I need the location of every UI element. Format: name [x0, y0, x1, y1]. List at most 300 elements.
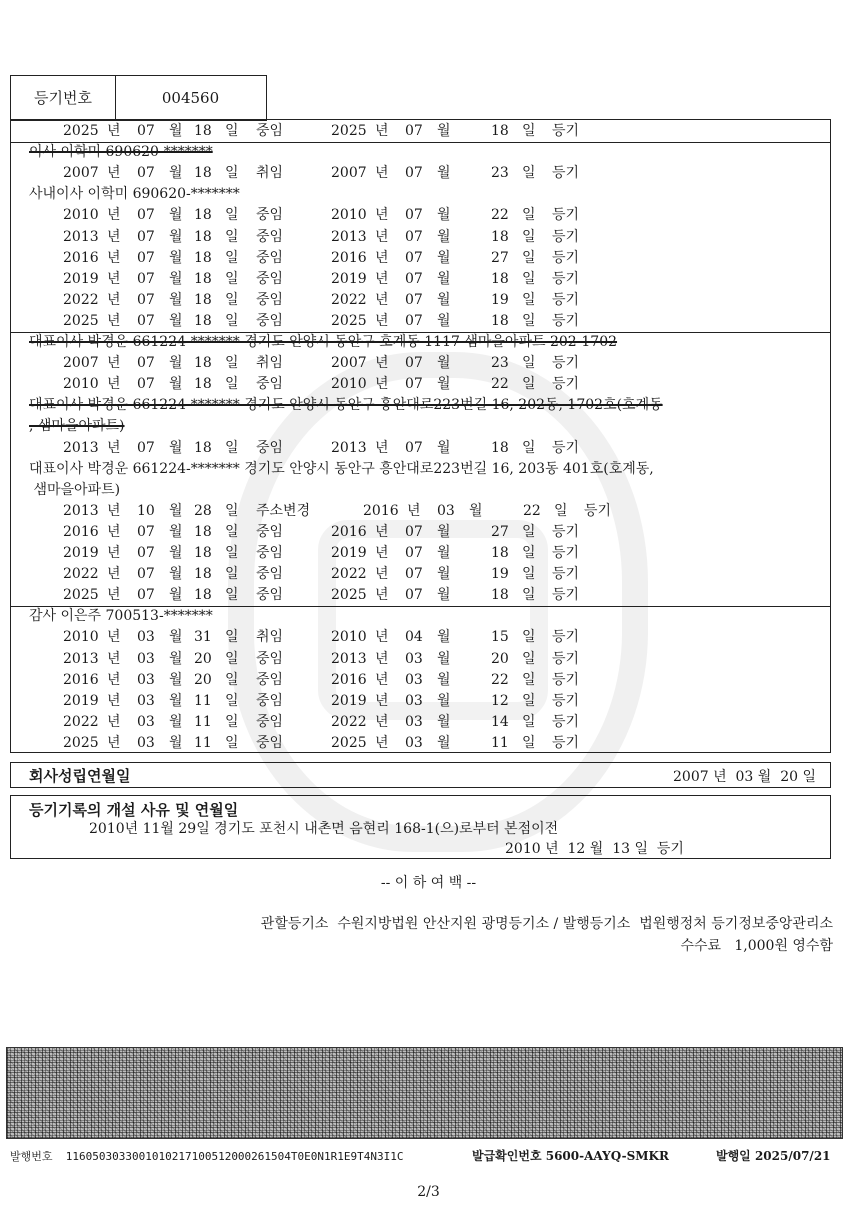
registered-month: 04 [405, 629, 423, 646]
event-day: 11 [194, 692, 212, 709]
event-year: 2016 [63, 249, 99, 266]
unit-day: 일 [225, 312, 239, 329]
registered-month: 03 [437, 502, 455, 519]
event-month: 07 [137, 523, 155, 540]
registered-day: 22 [491, 207, 509, 224]
event-year: 2019 [63, 545, 99, 561]
unit-month: 월 [469, 502, 483, 519]
officer-date-row [11, 522, 830, 543]
registered-label: 등기 [552, 523, 580, 540]
unit-year: 년 [107, 650, 121, 667]
registered-label: 등기 [552, 123, 580, 139]
officer-date-row [11, 248, 830, 269]
unit-month: 월 [169, 312, 183, 329]
event-month: 07 [137, 123, 155, 139]
unit-day: 일 [522, 713, 536, 730]
unit-day: 일 [225, 650, 239, 667]
officer-date-row [11, 501, 830, 522]
event-year: 2025 [63, 587, 99, 604]
registered-month: 07 [405, 566, 423, 583]
registered-month: 03 [405, 734, 423, 751]
unit-year: 년 [375, 629, 389, 646]
registered-month: 07 [405, 523, 423, 540]
registered-year: 2013 [331, 228, 367, 245]
unit-month: 월 [437, 355, 451, 372]
unit-month: 월 [437, 713, 451, 730]
officer-date-row [11, 353, 830, 374]
unit-day: 일 [522, 629, 536, 646]
event-type: 주소변경 [256, 502, 311, 519]
unit-month: 월 [169, 165, 183, 182]
registered-day: 12 [491, 692, 509, 709]
registered-label: 등기 [552, 713, 580, 730]
unit-day: 일 [522, 270, 536, 287]
unit-year: 년 [407, 502, 421, 519]
registered-month: 07 [405, 376, 423, 393]
registered-year: 2022 [331, 291, 367, 308]
officer-date-row [11, 543, 830, 564]
event-month: 07 [137, 376, 155, 393]
registered-year: 2007 [331, 165, 367, 182]
unit-day: 일 [522, 545, 536, 561]
unit-year: 년 [107, 312, 121, 329]
registered-year: 2013 [331, 650, 367, 667]
unit-year: 년 [107, 713, 121, 730]
event-day: 18 [194, 523, 212, 540]
registered-day: 22 [491, 376, 509, 393]
unit-month: 월 [169, 249, 183, 266]
unit-year: 년 [107, 692, 121, 709]
event-year: 2019 [63, 270, 99, 287]
registered-day: 20 [491, 650, 509, 667]
event-month: 03 [137, 671, 155, 688]
registered-label: 등기 [552, 587, 580, 604]
unit-month: 월 [169, 545, 183, 561]
registration-opening-box [10, 795, 831, 859]
unit-month: 월 [437, 270, 451, 287]
officer-date-row [11, 670, 830, 691]
unit-month: 월 [437, 545, 451, 561]
unit-day: 일 [522, 249, 536, 266]
event-type: 중임 [256, 650, 284, 667]
event-type: 중임 [256, 123, 284, 139]
registered-month: 07 [405, 439, 423, 456]
unit-day: 일 [225, 123, 239, 139]
unit-day: 일 [225, 270, 239, 287]
event-month: 03 [137, 713, 155, 730]
registered-day: 15 [491, 629, 509, 646]
registered-year: 2010 [331, 629, 367, 646]
event-year: 2007 [63, 165, 99, 182]
unit-year: 년 [107, 439, 121, 456]
unit-year: 년 [375, 228, 389, 245]
event-month: 03 [137, 629, 155, 646]
unit-month: 월 [169, 650, 183, 667]
registered-day: 27 [491, 523, 509, 540]
registered-day: 22 [523, 502, 541, 519]
unit-month: 월 [169, 502, 183, 519]
registered-label: 등기 [552, 671, 580, 688]
event-day: 18 [194, 587, 212, 604]
unit-month: 월 [169, 692, 183, 709]
unit-month: 월 [169, 734, 183, 751]
event-month: 07 [137, 207, 155, 224]
unit-day: 일 [225, 523, 239, 540]
event-type: 중임 [256, 671, 284, 688]
unit-month: 월 [437, 566, 451, 583]
event-day: 18 [194, 207, 212, 224]
unit-month: 월 [437, 249, 451, 266]
event-day: 28 [194, 502, 212, 519]
registered-label: 등기 [552, 439, 580, 456]
event-day: 18 [194, 228, 212, 245]
officer-date-row [11, 627, 830, 648]
unit-year: 년 [107, 270, 121, 287]
officer-date-row [11, 311, 830, 332]
unit-year: 년 [107, 291, 121, 308]
unit-month: 월 [437, 650, 451, 667]
event-month: 07 [137, 270, 155, 287]
registered-label: 등기 [552, 545, 580, 561]
unit-month: 월 [437, 629, 451, 646]
event-month: 07 [137, 439, 155, 456]
event-day: 18 [194, 165, 212, 182]
officer-date-row [11, 205, 830, 226]
registered-year: 2022 [331, 713, 367, 730]
registration-opening-date: 2010 년 12 월 13 일 등기 [505, 841, 684, 857]
fee-line: 수수료 1,000원 영수함 [680, 938, 833, 954]
unit-year: 년 [375, 692, 389, 709]
registered-month: 07 [405, 312, 423, 329]
unit-year: 년 [375, 545, 389, 561]
registered-month: 07 [405, 207, 423, 224]
unit-year: 년 [375, 376, 389, 393]
unit-year: 년 [375, 650, 389, 667]
unit-month: 월 [169, 566, 183, 583]
officer-date-row [11, 227, 830, 248]
event-type: 중임 [256, 713, 284, 730]
unit-day: 일 [225, 228, 239, 245]
officer-entry-deleted: 이사 이학미 690620-******* [29, 144, 213, 161]
unit-month: 월 [169, 207, 183, 224]
unit-day: 일 [225, 439, 239, 456]
unit-year: 년 [107, 376, 121, 393]
event-day: 11 [194, 713, 212, 730]
unit-month: 월 [169, 355, 183, 372]
registered-day: 18 [491, 228, 509, 245]
registered-day: 23 [491, 355, 509, 372]
officer-date-row [11, 374, 830, 395]
registered-label: 등기 [552, 291, 580, 308]
unit-month: 월 [437, 123, 451, 139]
officer-date-row [11, 733, 830, 754]
officer-date-row [11, 121, 830, 142]
unit-month: 월 [437, 165, 451, 182]
unit-month: 월 [437, 692, 451, 709]
event-month: 07 [137, 249, 155, 266]
unit-day: 일 [225, 376, 239, 393]
event-type: 중임 [256, 270, 284, 287]
unit-month: 월 [169, 228, 183, 245]
unit-year: 년 [375, 587, 389, 604]
event-year: 2010 [63, 629, 99, 646]
registered-label: 등기 [552, 165, 580, 182]
unit-month: 월 [169, 523, 183, 540]
unit-year: 년 [107, 671, 121, 688]
unit-month: 월 [169, 123, 183, 139]
registered-label: 등기 [584, 502, 612, 519]
event-day: 18 [194, 355, 212, 372]
unit-month: 월 [169, 291, 183, 308]
registration-number-label: 등기번호 [11, 76, 116, 120]
event-day: 18 [194, 249, 212, 266]
officer-date-row [11, 438, 830, 459]
event-year: 2025 [63, 734, 99, 751]
registered-label: 등기 [552, 650, 580, 667]
registered-month: 07 [405, 355, 423, 372]
unit-day: 일 [522, 228, 536, 245]
registered-year: 2016 [331, 671, 367, 688]
event-day: 18 [194, 376, 212, 393]
event-year: 2010 [63, 207, 99, 224]
unit-year: 년 [107, 734, 121, 751]
registered-month: 03 [405, 692, 423, 709]
event-type: 중임 [256, 692, 284, 709]
registered-month: 07 [405, 291, 423, 308]
event-type: 중임 [256, 587, 284, 604]
issue-number: 발행번호 116050303300101021710051200026150​4T0E0N1R1E9T4N3I1C [10, 1150, 404, 1163]
event-year: 2013 [63, 439, 99, 456]
registered-label: 등기 [552, 376, 580, 393]
unit-month: 월 [437, 207, 451, 224]
registered-year: 2016 [363, 502, 399, 519]
registered-day: 23 [491, 165, 509, 182]
unit-year: 년 [375, 523, 389, 540]
event-type: 중임 [256, 566, 284, 583]
unit-year: 년 [107, 165, 121, 182]
unit-day: 일 [225, 355, 239, 372]
registered-label: 등기 [552, 270, 580, 287]
unit-day: 일 [522, 291, 536, 308]
unit-year: 년 [107, 228, 121, 245]
unit-month: 월 [169, 671, 183, 688]
registered-day: 18 [491, 312, 509, 329]
unit-day: 일 [522, 587, 536, 604]
event-year: 2022 [63, 566, 99, 583]
event-type: 취임 [256, 629, 284, 646]
unit-month: 월 [437, 291, 451, 308]
unit-day: 일 [522, 692, 536, 709]
unit-year: 년 [375, 355, 389, 372]
registered-day: 11 [491, 734, 509, 751]
registered-year: 2025 [331, 587, 367, 604]
unit-year: 년 [107, 355, 121, 372]
registered-day: 18 [491, 545, 509, 561]
unit-day: 일 [522, 165, 536, 182]
event-year: 2013 [63, 650, 99, 667]
registered-month: 07 [405, 123, 423, 139]
unit-month: 월 [437, 734, 451, 751]
officer-entry: 사내이사 이학미 690620-******* [29, 186, 240, 203]
unit-year: 년 [107, 523, 121, 540]
registered-label: 등기 [552, 312, 580, 329]
unit-month: 월 [437, 312, 451, 329]
unit-month: 월 [437, 587, 451, 604]
unit-day: 일 [225, 165, 239, 182]
unit-day: 일 [522, 376, 536, 393]
officer-date-row [11, 269, 830, 290]
registered-label: 등기 [552, 355, 580, 372]
event-month: 07 [137, 165, 155, 182]
unit-day: 일 [522, 312, 536, 329]
unit-year: 년 [375, 291, 389, 308]
unit-month: 월 [169, 587, 183, 604]
unit-year: 년 [107, 545, 121, 561]
registered-day: 27 [491, 249, 509, 266]
event-type: 중임 [256, 207, 284, 224]
event-day: 18 [194, 123, 212, 139]
unit-year: 년 [375, 713, 389, 730]
registered-month: 03 [405, 671, 423, 688]
registered-day: 18 [491, 587, 509, 604]
event-type: 중임 [256, 523, 284, 540]
unit-year: 년 [375, 123, 389, 139]
officer-records-table [10, 119, 831, 753]
unit-day: 일 [225, 207, 239, 224]
registered-year: 2016 [331, 523, 367, 540]
issue-date: 발행일 2025/07/21 [716, 1149, 831, 1163]
registered-month: 07 [405, 249, 423, 266]
registered-day: 22 [491, 671, 509, 688]
event-year: 2013 [63, 228, 99, 245]
registered-label: 등기 [552, 629, 580, 646]
unit-day: 일 [225, 713, 239, 730]
unit-day: 일 [522, 523, 536, 540]
unit-year: 년 [107, 123, 121, 139]
officer-entry-deleted: , 샘마을아파트) [29, 418, 125, 435]
officer-date-row [11, 649, 830, 670]
event-year: 2013 [63, 502, 99, 519]
event-day: 18 [194, 545, 212, 561]
event-month: 07 [137, 228, 155, 245]
officer-entry: 샘마을아파트) [29, 481, 121, 498]
event-day: 18 [194, 566, 212, 583]
officer-date-row [11, 564, 830, 585]
unit-month: 월 [169, 439, 183, 456]
unit-day: 일 [225, 671, 239, 688]
unit-day: 일 [225, 291, 239, 308]
registered-month: 07 [405, 228, 423, 245]
unit-year: 년 [375, 734, 389, 751]
registered-day: 18 [491, 123, 509, 139]
unit-year: 년 [107, 587, 121, 604]
event-day: 18 [194, 291, 212, 308]
officer-entry: 감사 이은주 700513-******* [29, 608, 213, 625]
registered-label: 등기 [552, 734, 580, 751]
event-year: 2016 [63, 671, 99, 688]
event-type: 중임 [256, 228, 284, 245]
event-day: 20 [194, 650, 212, 667]
event-day: 11 [194, 734, 212, 751]
registered-year: 2010 [331, 376, 367, 393]
registered-month: 07 [405, 545, 423, 561]
registration-number-box [10, 75, 267, 121]
registered-label: 등기 [552, 692, 580, 709]
unit-month: 월 [437, 439, 451, 456]
event-year: 2025 [63, 312, 99, 329]
unit-day: 일 [554, 502, 568, 519]
registered-month: 03 [405, 650, 423, 667]
officer-entry: 대표이사 박경운 661224-******* 경기도 안양시 동안구 흥안대로223번길 16, 203동 401호(호계동, [29, 460, 654, 477]
unit-day: 일 [225, 545, 239, 561]
event-year: 2022 [63, 291, 99, 308]
unit-year: 년 [375, 207, 389, 224]
event-type: 중임 [256, 376, 284, 393]
event-year: 2016 [63, 523, 99, 540]
registered-month: 07 [405, 587, 423, 604]
unit-day: 일 [225, 502, 239, 519]
registered-month: 07 [405, 270, 423, 287]
officer-date-row [11, 290, 830, 311]
registration-opening-label: 등기기록의 개설 사유 및 연월일 [29, 801, 239, 819]
unit-day: 일 [522, 207, 536, 224]
unit-year: 년 [375, 249, 389, 266]
unit-day: 일 [522, 355, 536, 372]
registered-label: 등기 [552, 249, 580, 266]
office-line: 관할등기소 수원지방법원 안산지원 광명등기소 / 발행등기소 법원행정처 등기정보중앙관리소 [260, 916, 833, 932]
unit-year: 년 [375, 439, 389, 456]
registered-label: 등기 [552, 566, 580, 583]
unit-day: 일 [522, 650, 536, 667]
registered-year: 2025 [331, 734, 367, 751]
unit-day: 일 [225, 249, 239, 266]
officer-date-row [11, 585, 830, 606]
event-month: 07 [137, 566, 155, 583]
founding-date-box [10, 762, 831, 788]
security-barcode [6, 1047, 843, 1139]
unit-year: 년 [375, 270, 389, 287]
unit-day: 일 [225, 629, 239, 646]
unit-year: 년 [107, 629, 121, 646]
event-month: 07 [137, 545, 155, 561]
officer-date-row [11, 712, 830, 733]
registered-year: 2025 [331, 123, 367, 139]
unit-day: 일 [225, 692, 239, 709]
event-day: 18 [194, 270, 212, 287]
event-month: 07 [137, 587, 155, 604]
unit-year: 년 [107, 502, 121, 519]
registered-month: 03 [405, 713, 423, 730]
event-month: 07 [137, 291, 155, 308]
event-type: 중임 [256, 291, 284, 308]
event-year: 2007 [63, 355, 99, 372]
unit-month: 월 [169, 376, 183, 393]
registered-month: 07 [405, 165, 423, 182]
event-type: 취임 [256, 355, 284, 372]
unit-day: 일 [522, 439, 536, 456]
officer-entry-deleted: 대표이사 박경운 661224-******* 경기도 안양시 동안구 호계동 1117 샘마을아파트 202-1702 [29, 334, 618, 350]
event-year: 2010 [63, 376, 99, 393]
unit-day: 일 [522, 671, 536, 688]
registered-day: 18 [491, 439, 509, 456]
event-month: 07 [137, 312, 155, 329]
page-number: 2/3 [417, 1184, 440, 1200]
unit-month: 월 [169, 713, 183, 730]
event-type: 중임 [256, 312, 284, 329]
event-month: 10 [137, 502, 155, 519]
event-year: 2019 [63, 692, 99, 709]
registered-year: 2007 [331, 355, 367, 372]
